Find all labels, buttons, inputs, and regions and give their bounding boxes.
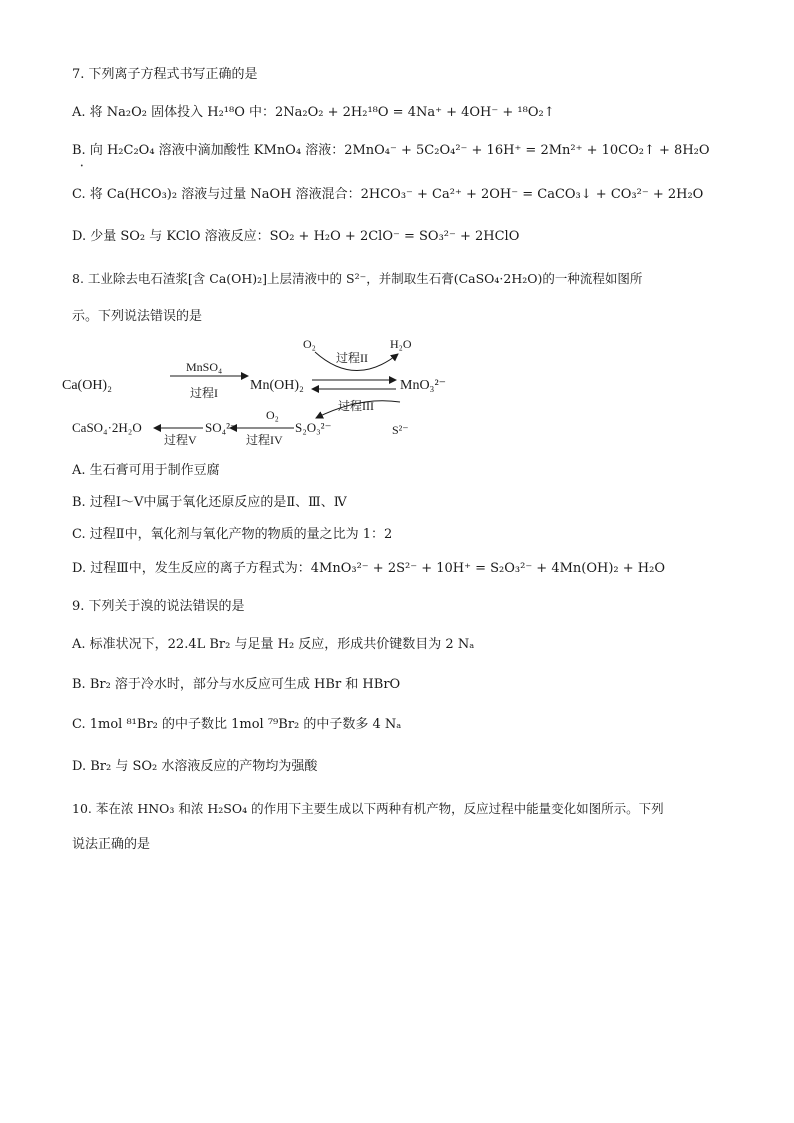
q9-option-d: D. Br₂ 与 SO₂ 水溶液反应的产物均为强酸 [72, 759, 318, 774]
h2o-top-label: H₂O [390, 337, 412, 351]
q9-option-c: C. 1mol ⁸¹Br₂ 的中子数比 1mol ⁷⁹Br₂ 的中子数多 4 Nₐ [72, 717, 402, 732]
q7-option-b: B. 向 H₂C₂O₄ 溶液中滴加酸性 KMnO₄ 溶液：2MnO₄⁻ + 5C₂O₄²⁻ + 16H⁺ = 2Mn²⁺ + 10CO₂↑ + 8H₂O [72, 143, 710, 158]
mnso4-label: MnSO₄ [186, 360, 223, 374]
q7-option-d: D. 少量 SO₂ 与 KClO 溶液反应：SO₂ + H₂O + 2ClO⁻ = SO₃²⁻ + 2HClO [72, 229, 520, 244]
q7-stem: 7. 下列离子方程式书写正确的是 [72, 67, 258, 82]
q7-option-a: A. 将 Na₂O₂ 固体投入 H₂¹⁸O 中：2Na₂O₂ + 2H₂¹⁸O = 4Na⁺ + 4OH⁻ + ¹⁸O₂↑ [72, 105, 555, 120]
mn-oh2-label: Mn(OH)₂ [250, 378, 304, 393]
ca-oh2-label: Ca(OH)₂ [62, 378, 112, 393]
q10-stem-line2: 说法正确的是 [72, 837, 151, 852]
q7-option-c: C. 将 Ca(HCO₃)₂ 溶液与过量 NaOH 溶液混合：2HCO₃⁻ + Ca²⁺ + 2OH⁻ = CaCO₃↓ + CO₃²⁻ + 2H₂O [72, 187, 704, 202]
flow-diagram [60, 330, 447, 450]
q8-option-d: D. 过程Ⅲ中，发生反应的离子方程式为：4MnO₃²⁻ + 2S²⁻ + 10H⁺ = S₂O₃²⁻ + 4Mn(OH)₂ + H₂O [72, 561, 666, 576]
process1-label: 过程I [190, 386, 218, 400]
q10-stem-line1: 10. 苯在浓 HNO₃ 和浓 H₂SO₄ 的作用下主要生成以下两种有机产物，反应过程中能量变化如图所示。下列 [72, 801, 664, 816]
s2-minus-label: S²⁻ [392, 423, 409, 437]
o2-top-label: O₂ [303, 337, 316, 351]
dot-mark: • [80, 163, 84, 170]
process4-label: 过程IV [246, 433, 283, 447]
process5-label: 过程V [164, 433, 197, 447]
q8-option-c: C. 过程Ⅱ中，氧化剂与氧化产物的物质的量之比为 1：2 [72, 527, 393, 542]
o2-bottom-label: O₂ [266, 408, 279, 422]
process3-label: 过程III [338, 399, 374, 413]
s2o3-label: S₂O₃²⁻ [295, 420, 332, 435]
process2-label: 过程II [336, 351, 368, 365]
q8-option-b: B. 过程Ⅰ～Ⅴ中属于氧化还原反应的是Ⅱ、Ⅲ、Ⅳ [72, 495, 347, 510]
q8-stem-line1: 8. 工业除去电石渣浆[含 Ca(OH)₂]上层清液中的 S²⁻，并制取生石膏(CaSO₄·2H₂O)的一种流程如图所 [72, 271, 643, 286]
q8-stem-line2: 示。下列说法错误的是 [72, 309, 203, 324]
q9-option-b: B. Br₂ 溶于冷水时，部分与水反应可生成 HBr 和 HBrO [72, 677, 401, 692]
so4-label: SO₄²⁻ [205, 420, 237, 435]
q8-option-a: A. 生石膏可用于制作豆腐 [72, 463, 220, 478]
gypsum-label: CaSO₄·2H₂O [72, 420, 142, 435]
q9-option-a: A. 标准状况下，22.4L Br₂ 与足量 H₂ 反应，形成共价键数目为 2 Nₐ [72, 637, 475, 652]
q9-stem: 9. 下列关于溴的说法错误的是 [72, 599, 245, 614]
mno3-label: MnO₃²⁻ [400, 378, 447, 393]
